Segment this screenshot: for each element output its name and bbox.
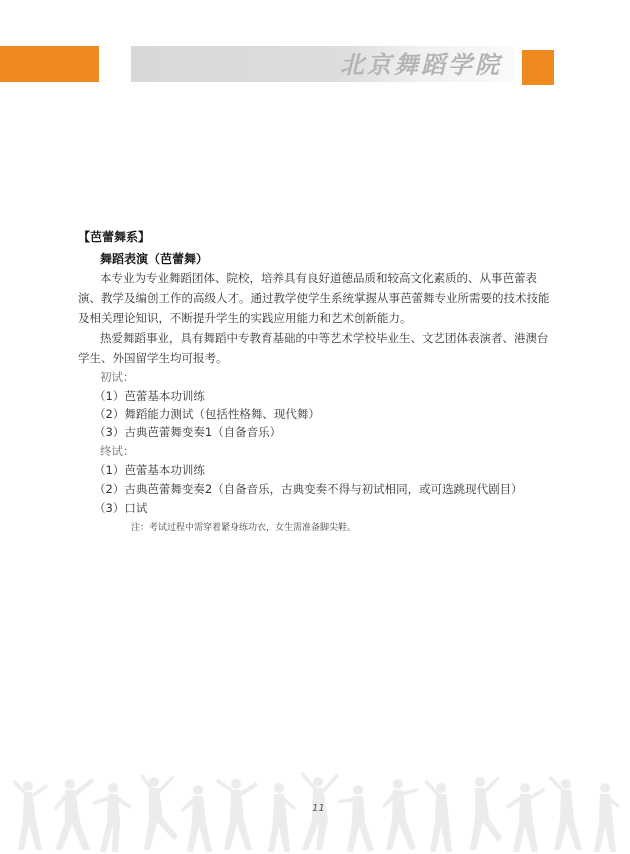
- first-exam-label: 初试：: [100, 370, 135, 384]
- exam-note: 注：考试过程中需穿着紧身练功衣，女生需准备脚尖鞋。: [131, 523, 357, 533]
- department-title: 【芭蕾舞系】: [78, 230, 151, 244]
- final-exam-label: 终试：: [100, 444, 135, 458]
- intro-line-2: 演、教学及编创工作的高级人才。通过教学使学生系统掌握从事芭蕾舞专业所需要的技术技能: [78, 291, 550, 305]
- first-exam-item-3: （3）古典芭蕾舞变奏1（自备音乐）: [94, 425, 282, 439]
- first-exam-item-1: （1）芭蕾基本功训练: [94, 389, 205, 403]
- program-title: 舞蹈表演（芭蕾舞）: [100, 252, 209, 266]
- page-number: 11: [312, 803, 325, 814]
- eligibility-line-1: 热爱舞蹈事业，具有舞蹈中专教育基础的中等艺术学校毕业生、文艺团体表演者、港澳台: [100, 331, 549, 345]
- brand-logo-text: 北京舞蹈学院: [340, 50, 502, 79]
- final-exam-item-3: （3）口试: [94, 501, 148, 515]
- intro-line-1: 本专业为专业舞蹈团体、院校，培养具有良好道德品质和较高文化素质的、从事芭蕾表: [100, 271, 537, 285]
- final-exam-item-1: （1）芭蕾基本功训练: [94, 463, 205, 477]
- header-orange-block-left: [0, 46, 99, 82]
- eligibility-line-2: 学生、外国留学生均可报考。: [78, 351, 228, 365]
- final-exam-item-2: （2）古典芭蕾舞变奏2（自备音乐，古典变奏不得与初试相同，或可选跳现代剧目）: [94, 482, 523, 496]
- header-orange-block-right: [522, 50, 554, 85]
- intro-line-3: 及相关理论知识，不断提升学生的实践应用能力和艺术创新能力。: [78, 311, 412, 325]
- first-exam-item-2: （2）舞蹈能力测试（包括性格舞、现代舞）: [94, 407, 320, 421]
